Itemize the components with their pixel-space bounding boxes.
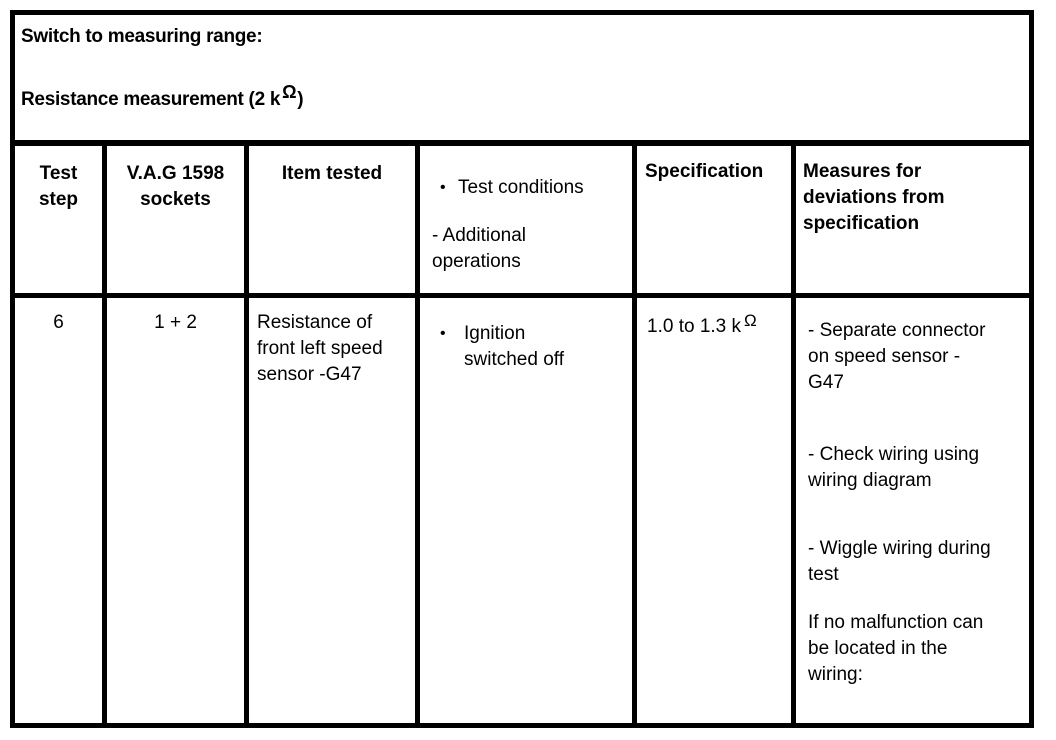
col-header-line: Measures for [803,161,922,182]
cell-line: If no malfunction can [808,612,984,633]
col-header-line: sockets [140,189,211,210]
col-header-test-conditions [432,175,632,275]
col-header-measures [803,159,1023,237]
col-header-sockets [107,161,244,213]
cell-line: test [808,564,839,585]
column-divider [415,146,420,723]
cell-line: Resistance of [257,312,373,333]
col-header-specification [645,159,791,185]
header-row-divider [15,293,1029,298]
bullet-icon: • [440,179,446,196]
column-divider [791,146,796,723]
cell-specification [647,311,791,340]
cell-measures [808,318,1026,688]
column-divider [244,146,249,723]
header-resistance-label [21,82,304,111]
condition-text [464,321,564,373]
cell-line: front left speed [257,338,383,359]
measure-no-malfunction [808,610,1026,688]
cell-sockets: 1 + 2 [154,312,197,333]
specification-value: 1.0 to 1.3 k [647,316,742,337]
col-header-item-tested [249,161,415,187]
cell-test-step: 6 [53,312,64,333]
cell-line: G47 [808,372,844,393]
column-divider [632,146,637,723]
cell-item-tested [257,310,415,388]
col-header-line: deviations from [803,187,945,208]
condition-bullet-row [440,321,632,373]
header-close-paren: ) [297,89,304,110]
ohm-symbol: Ω [744,311,757,330]
cell-line: on speed sensor - [808,346,961,367]
measure-separate-connector [808,318,1026,396]
col-header-line: specification [803,213,920,234]
cell-line: - Wiggle wiring during [808,538,991,559]
cell-line: - Check wiring using [808,444,980,465]
cell-line: wiring diagram [808,470,932,491]
header-switch-label: Switch to measuring range: [21,26,263,47]
col-header-line: Test conditions [458,177,584,198]
cell-line: - Separate connector [808,320,986,341]
cell-line: sensor -G47 [257,364,362,385]
col-header-line: Specification [645,161,764,182]
col-header-line: step [38,189,79,210]
col-header-line: V.A.G 1598 [126,163,225,184]
col-header-line: - Additional [432,225,527,246]
col-header-test-step [15,161,102,213]
cell-line: switched off [464,349,564,370]
cell-line: wiring: [808,664,863,685]
header-resistance-text: Resistance measurement (2 k [21,89,281,110]
col-header-line: Item tested [281,163,383,184]
column-divider [102,146,107,723]
measure-wiggle-wiring [808,536,1026,588]
cell-line: be located in the [808,638,948,659]
col-header-line: operations [432,251,521,272]
measure-check-wiring [808,442,1026,494]
ohm-symbol: Ω [282,82,297,102]
col-header-line: Test [39,163,78,184]
bullet-icon: • [440,325,446,342]
cell-test-conditions [440,321,632,373]
document-frame [10,10,1034,728]
col-header-bullet-row [432,175,632,201]
measuring-range-header [15,15,1029,146]
cell-line: Ignition [464,323,526,344]
